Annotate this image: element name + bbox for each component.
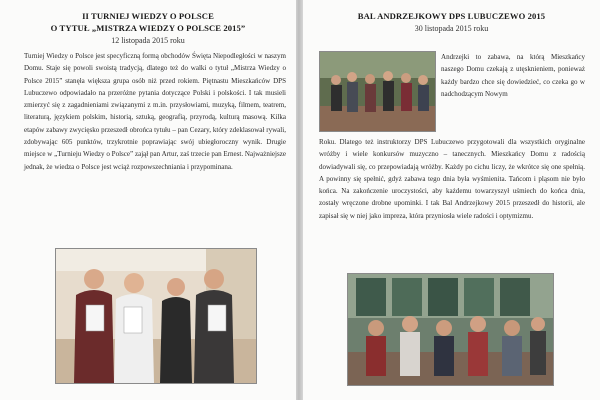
- right-date: 30 listopada 2015 roku: [414, 24, 489, 33]
- right-article-text-side: Andrzejki to zabawa, na którą Mieszkańcy naszego Domu czekają z utęsknieniem, ponieważ każdy bardzo chce się dowiedzieć, co czeka go w nadchodzącym Nowym: [441, 53, 585, 98]
- left-page: [0, 0, 296, 400]
- right-article-text-main: Roku. Dlatego też instruktorzy DPS Lubuczewo przygotowali dla wszystkich oryginalne wróżby i wiele konkursów muzyczno – tanecznych. Mieszkańcy Domu z radością dowiadywali się, co przepowiadają wróżby. Każdy po cichu liczy, że wkrótce się one spełnią. A powinny się spełnić, gdyż zabawa tego dnia była wyśmienita. Tańcom i pląsom nie było końca. Na zakończenie uroczystości, aby każdemu towarzyszył uśmiech do końca dnia, zostały wręczone drobne upominki. I tak Bal Andrzejkowy 2015 przeszedł do historii, ale zapisał się w niej jako impreza, która przyniosła wiele radości i optymizmu.: [319, 138, 585, 220]
- gift-giving-photo: [347, 273, 554, 386]
- right-title: BAL ANDRZEJKOWY DPS LUBUCZEWO 2015: [357, 11, 546, 21]
- book-spine: [296, 0, 303, 400]
- left-title-line2: O TYTUŁ „MISTRZA WIEDZY O POLSCE 2015”: [50, 23, 246, 33]
- left-article-text: Turniej Wiedzy o Polsce jest specyficzną formą obchodów Święta Niepodległości w naszym Domu. Staje się powoli swoistą tradycją, dlatego też do walki o tytuł „Mistrza Wiedzy o Polsce 2015” stanęła większa grupa osób niż przed rokiem. Piętnastu Mieszkańców DPS Lubuczewo odpowiadało na przeróżne pytania dotyczące Polski i polskości. I tak musieli zmierzyć się z zagadnieniami związanymi z m.in. przysłowiami, muzyką, filmem, teatrem, literaturą, językiem polskim, historią, sztuką, geografią, przyrodą, kulturą masową. Kilka etapów zabawy zwycięsko przeszedł obrońca tytułu – pan Cezary, który zdeklasował rywali, zdobywając 605 punktów, trzykrotnie poprawiając swój ubiegłoroczny wynik. Drugie miejsce w „Turnieju Wiedzy o Polsce” zajął pan Artur, zaś trzecie pan Ernest. Najważniejsze jednak, że wiedza o Polsce jest wciąż rozpowszechniania i przypominana.: [24, 52, 286, 171]
- tournament-winners-photo: [55, 248, 257, 384]
- left-title-line1: II TURNIEJ WIEDZY O POLSCE: [82, 11, 214, 21]
- right-page: [303, 0, 600, 400]
- dance-party-photo: [319, 51, 436, 132]
- left-date: 12 listopada 2015 roku: [111, 36, 185, 45]
